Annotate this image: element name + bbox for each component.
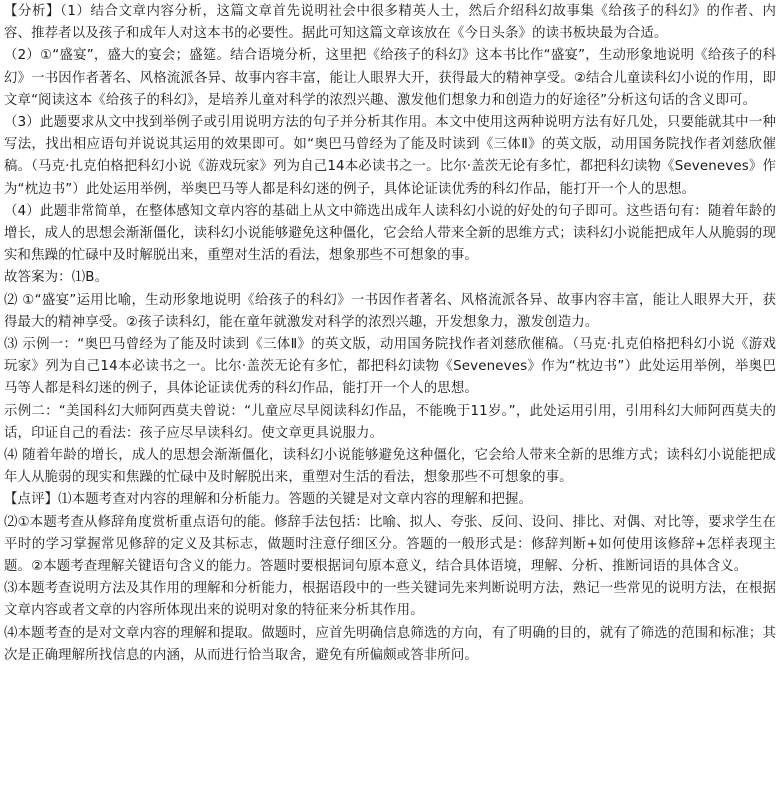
comment-paragraph-3: ⑶本题考查说明方法及其作用的理解和分析能力，根据语段中的一些关键词先来判断说明方法，熟记一些常见的说明方法，在根据文章内容或者文章的内容所体现出来的说明对象的特征来分析其作用。	[4, 581, 776, 619]
comment-text-1: ⑴本题考查对内容的理解和分析能力。答题的关键是对文章内容的理解和把握。	[58, 492, 533, 508]
analysis-text-1: （1）结合文章内容分析，这篇文章首先说明社会中很多精英人士，然后介绍科幻故事集《给孩子的科幻》的作者、内容、推荐者以及孩子和成年人对这本书的必要性。据此可知这篇文章该放在《今日头条》的读书板块最为合适。	[4, 4, 776, 42]
analysis-paragraph-3: （3）此题要求从文中找到举例子或引用说明方法的句子并分析其作用。本文中使用这两种说明方法有好几处，只要能就其中一种写法，找出相应语句并说说其运用的效果即可。如“奥巴马曾经为了能及时读到《三体Ⅱ》的英文版，动用国务院找作者刘慈欣催稿。（马克·扎克伯格把科幻小说《游戏玩家》列为自己14本必读书之一。比尔·盖茨无论有多忙，都把科幻读物《Seveneves》作为“枕边书”）此处运用举例，举奥巴马等人都是科幻迷的例子，具体论证读优秀的科幻作品，能打开一个人的思想。	[4, 115, 776, 197]
analysis-paragraph-1	[4, 1, 776, 45]
answer-paragraph-2: ⑵ ①“盛宴”运用比喻，生动形象地说明《给孩子的科幻》一书因作者著名、风格流派各异、故事内容丰富，能让人眼界大开，获得最大的精神享受。②孩子读科幻，能在童年就激发对科学的浓烈兴趣，开发想象力，激发创造力。	[4, 292, 776, 330]
comment-paragraph-4: ⑷本题考查的是对文章内容的理解和提取。做题时，应首先明确信息筛选的方向，有了明确的目的，就有了筛选的范围和标准；其次是正确理解所找信息的内涵，从而进行恰当取舍，避免有所偏颇或答非所问。	[4, 625, 776, 663]
answer-paragraph-3-example-1: ⑶ 示例一：“奥巴马曾经为了能及时读到《三体Ⅱ》的英文版，动用国务院找作者刘慈欣催稿。（马克·扎克伯格把科幻小说《游戏玩家》列为自己14本必读书之一。比尔·盖茨无论有多忙，都把科幻读物《Seveneves》作为“枕边书”）此处运用举例，举奥巴马等人都是科幻迷的例子，具体论证读优秀的科幻作品，能打开一个人的思想。	[4, 337, 776, 397]
comment-paragraph-1	[4, 489, 776, 511]
comment-label: 【点评】	[4, 492, 59, 508]
analysis-label: 【分析】	[4, 4, 61, 19]
analysis-paragraph-2: （2）①“盛宴”，盛大的宴会；盛筵。结合语境分析，这里把《给孩子的科幻》这本书比作“盛宴”，生动形象地说明《给孩子的科幻》一书因作者著名、风格流派各异、故事内容丰富，能让人眼界大开，获得最大的精神享受。②结合儿童读科幻小说的作用，即文章“阅读这本《给孩子的科幻》，是培养儿童对科学的浓烈兴趣、激发他们想象力和创造力的好途径”分析这句话的含义即可。	[4, 48, 776, 108]
answer-paragraph-3-example-2: 示例二：“美国科幻大师阿西莫夫曾说：“儿童应尽早阅读科幻作品，不能晚于11岁。”，此处运用引用，引用科幻大师阿西莫夫的话，印证自己的看法：孩子应尽早读科幻。使文章更具说服力。	[4, 403, 776, 441]
comment-paragraph-2: ⑵①本题考查从修辞角度赏析重点语句的能。修辞手法包括：比喻、拟人、夸张、反问、设问、排比、对偶、对比等，要求学生在平时的学习掌握常见修辞的定义及其标志，做题时注意仔细区分。答题的一般形式是：修辞判断+如何使用该修辞+怎样表现主题。②本题考查理解关键语句含义的能力。答题时要根据词句原本意义，结合具体语境，理解、分析、推断词语的具体含义。	[4, 514, 776, 575]
answer-intro: 故答案为：⑴B。	[4, 270, 109, 286]
answer-paragraph-4: ⑷ 随着年龄的增长，成人的思想会渐渐僵化，读科幻小说能够避免这种僵化，它会给人带来全新的思维方式；读科幻小说能把成年人从脆弱的现实和焦躁的忙碌中及时解脱出来，重塑对生活的看法，想象那些不可想象的事。	[4, 448, 776, 486]
analysis-paragraph-4: （4）此题非常简单，在整体感知文章内容的基础上从文中筛选出成年人读科幻小说的好处的句子即可。这些语句有：随着年龄的增长，成人的思想会渐渐僵化，读科幻小说能够避免这种僵化，它会给人带来全新的思维方式；读科幻小说能把成年人从脆弱的现实和焦躁的忙碌中及时解脱出来，重塑对生活的看法，想象那些不可想象的事。	[4, 203, 776, 264]
